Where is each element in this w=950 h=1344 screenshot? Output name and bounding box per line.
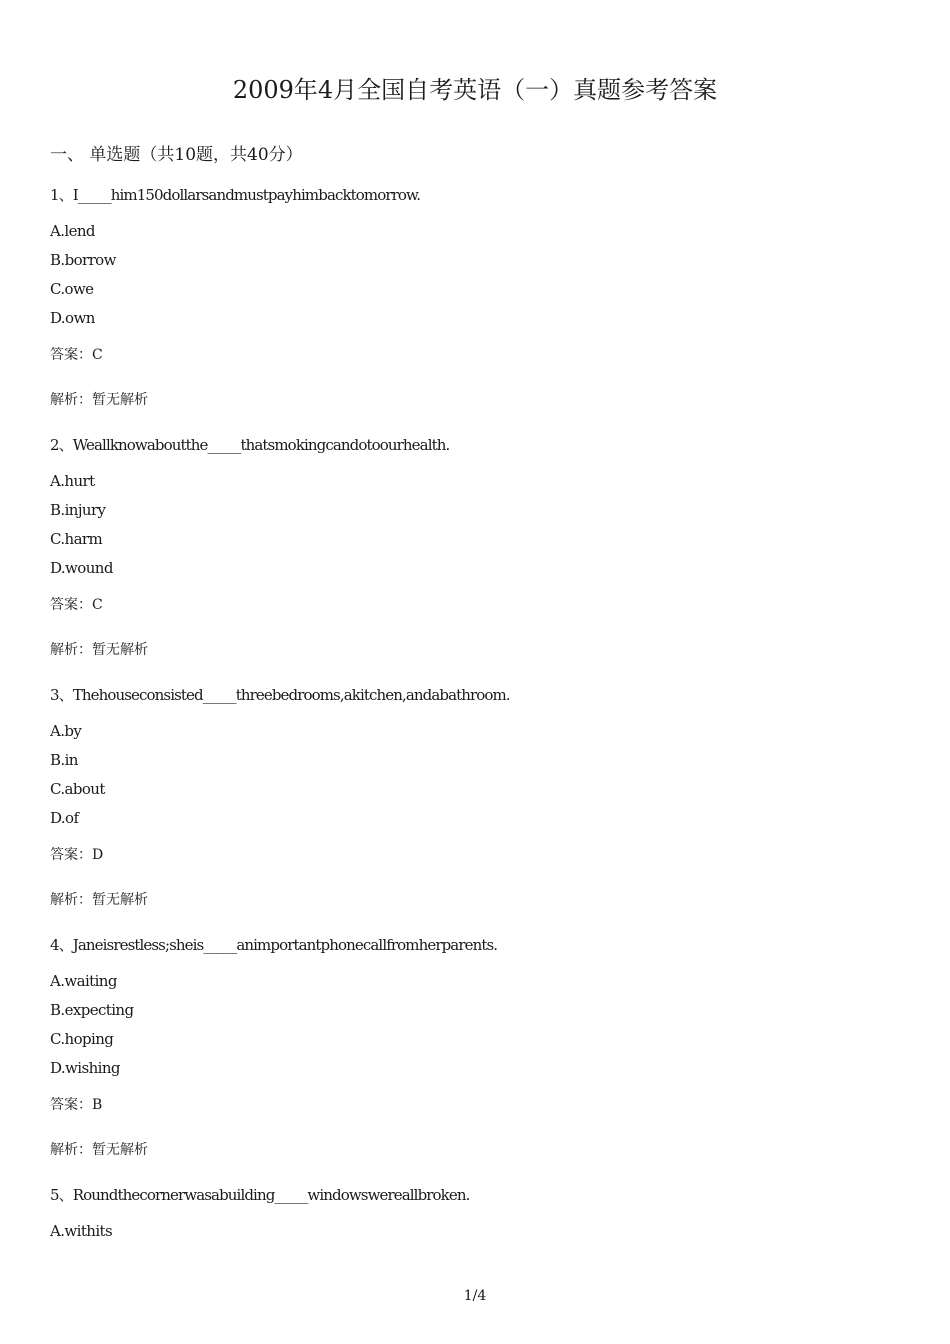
option-c: C.hoping [50, 1030, 114, 1048]
option-list [50, 970, 910, 1086]
option-b: B.injury [50, 501, 106, 519]
answer-text: 答案：C [50, 597, 103, 613]
question-stem: 5、Roundthecornerwasabuilding_____windowswereallbroken. [50, 1186, 470, 1204]
option-a: A.lend [50, 222, 95, 240]
analysis-text: 解析：暂无解析 [50, 1142, 148, 1158]
option-a: A.hurt [50, 472, 95, 490]
question-list [50, 184, 910, 1257]
analysis-text: 解析：暂无解析 [50, 392, 148, 408]
option-c: C.owe [50, 280, 94, 298]
option-a: A.waiting [50, 972, 117, 990]
option-d: D.own [50, 309, 95, 327]
question-stem: 3、Thehouseconsisted_____threebedrooms,akitchen,andabathroom. [50, 686, 510, 704]
option-a: A.by [50, 722, 82, 740]
answer-text: 答案：D [50, 847, 104, 863]
question-3 [50, 684, 910, 911]
question-5 [50, 1184, 910, 1249]
section-heading: 一、 单选题（共10题，共40分） [50, 145, 303, 165]
answer-text: 答案：B [50, 1097, 103, 1113]
page-title: 2009年4月全国自考英语（一）真题参考答案 [232, 76, 718, 104]
option-list [50, 720, 910, 836]
question-4 [50, 934, 910, 1161]
question-stem: 2、Weallknowaboutthe_____thatsmokingcandotoourhealth. [50, 436, 450, 454]
answer-text: 答案：C [50, 347, 103, 363]
option-d: D.wishing [50, 1059, 120, 1077]
option-list [50, 1220, 910, 1249]
question-stem: 1、I_____him150dollarsandmustpayhimbacktomorrow. [50, 186, 421, 204]
option-b: B.borrow [50, 251, 116, 269]
option-list [50, 220, 910, 336]
option-c: C.harm [50, 530, 103, 548]
option-d: D.wound [50, 559, 113, 577]
option-b: B.expecting [50, 1001, 134, 1019]
option-list [50, 470, 910, 586]
option-a: A.withits [50, 1222, 113, 1240]
question-1 [50, 184, 910, 411]
option-d: D.of [50, 809, 79, 827]
option-c: C.about [50, 780, 105, 798]
page-number: 1/4 [463, 1288, 487, 1304]
analysis-text: 解析：暂无解析 [50, 642, 148, 658]
option-b: B.in [50, 751, 78, 769]
question-stem: 4、Janeisrestless;sheis_____animportantphonecallfromherparents. [50, 936, 498, 954]
analysis-text: 解析：暂无解析 [50, 892, 148, 908]
question-2 [50, 434, 910, 661]
